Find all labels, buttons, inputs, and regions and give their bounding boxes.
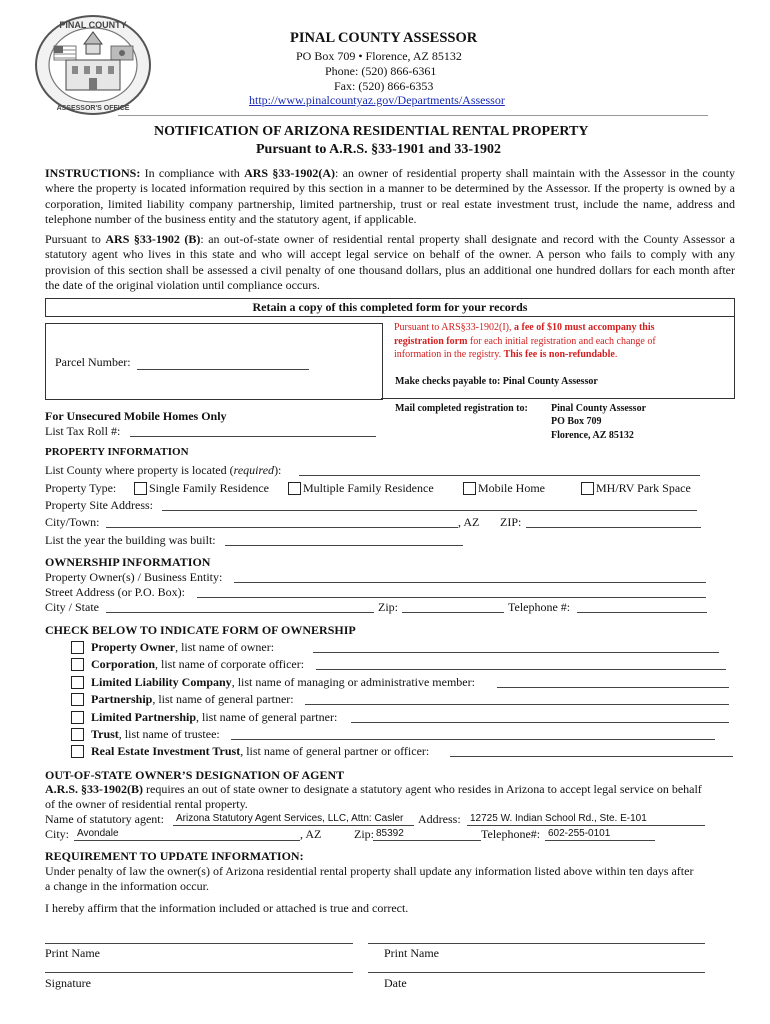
zip-field[interactable] — [526, 527, 701, 528]
print-name-1-label: Print Name — [45, 946, 100, 960]
zip-label: ZIP: — [500, 515, 522, 529]
form-title: NOTIFICATION OF ARIZONA RESIDENTIAL RENTAL PROPERTY — [154, 124, 589, 139]
property-owner-checkbox[interactable] — [71, 641, 84, 654]
rv-park-checkbox[interactable] — [581, 482, 594, 495]
owner-city-state-field[interactable] — [106, 612, 374, 613]
reit-label: Real Estate Investment Trust, list name of general partner or officer: — [91, 744, 430, 758]
trust-checkbox[interactable] — [71, 728, 84, 741]
mobile-home-label: Mobile Home — [478, 481, 545, 495]
owner-telephone-field[interactable] — [577, 612, 707, 613]
fee-notice: Pursuant to ARS§33-1902(I), a fee of $10 must accompany this registration form for each initial registration and each change of information in the registry. This fee is non-refundable. — [394, 322, 656, 360]
office-phone: Phone: (520) 866-6361 — [325, 64, 437, 78]
office-name: PINAL COUNTY ASSESSOR — [290, 30, 478, 46]
agent-city-field[interactable] — [74, 840, 300, 841]
print-name-2-field[interactable] — [368, 943, 705, 944]
mail-recipient: Pinal County Assessor — [551, 403, 647, 414]
agent-address-value[interactable]: 12725 W. Indian School Rd., Ste. E-101 — [470, 813, 647, 824]
mobile-home-checkbox[interactable] — [463, 482, 476, 495]
mail-city: Florence, AZ 85132 — [551, 430, 634, 441]
agent-telephone-label: Telephone#: — [481, 827, 541, 841]
parcel-label: Parcel Number: — [55, 355, 131, 369]
update-heading: REQUIREMENT TO UPDATE INFORMATION: — [45, 849, 304, 863]
llc-field[interactable] — [497, 687, 729, 688]
agent-zip-label: Zip: — [354, 827, 374, 841]
tax-roll-label: List Tax Roll #: — [45, 424, 121, 438]
penalty-paragraph: Pursuant to ARS §33-1902 (B): an out-of-state owner of residential rental property shall designate and record with the County Assessor a statutory agent who lives in this state and who will accept legal service on behalf of the owner. A person who fails to comply with any provision of this section shall be assessed a civil penalty of one thousand dollars, plus an additional one hundred dollars for each month after the date of the original violation until compliance occurs. — [45, 232, 735, 292]
county-seal-logo — [34, 14, 152, 116]
llc-label: Limited Liability Company, list name of managing or administrative member: — [91, 675, 475, 689]
city-town-field[interactable] — [106, 527, 458, 528]
website-link[interactable]: http://www.pinalcountyaz.gov/Departments/Assessor — [249, 93, 505, 107]
mail-label: Mail completed registration to: — [395, 403, 528, 414]
print-name-1-field[interactable] — [45, 943, 353, 944]
affirmation-text: I hereby affirm that the information included or attached is true and correct. — [45, 901, 409, 915]
form-subtitle: Pursuant to A.R.S. §33-1901 and 33-1902 — [256, 142, 502, 157]
property-info-heading: PROPERTY INFORMATION — [45, 446, 189, 458]
form-of-ownership-heading: CHECK BELOW TO INDICATE FORM OF OWNERSHIP — [45, 623, 356, 637]
agent-heading: OUT-OF-STATE OWNER’S DESIGNATION OF AGENT — [45, 768, 345, 782]
signature-label: Signature — [45, 976, 91, 990]
limited-partnership-label: Limited Partnership, list name of general partner: — [91, 710, 338, 724]
agent-zip-value[interactable]: 85392 — [376, 828, 404, 839]
county-label: List County where property is located (required): — [45, 463, 282, 477]
single-family-checkbox[interactable] — [134, 482, 147, 495]
owner-telephone-label: Telephone #: — [508, 600, 571, 614]
rv-park-label: MH/RV Park Space — [596, 481, 691, 495]
site-address-field[interactable] — [162, 510, 697, 511]
property-owner-field[interactable] — [313, 652, 719, 653]
partnership-checkbox[interactable] — [71, 693, 84, 706]
property-type-label: Property Type: — [45, 481, 117, 495]
instructions-paragraph: INSTRUCTIONS: In compliance with ARS §33-1902(A): an owner of residential property shall maintain with the Assessor in the county where the property is located information required by this section in a manner to be determined by the Assessor. If the property is owned by a corporation, limited liability company partnership, limited partnership, trust or real estate investment trust, include the name, address and telephone number of the business entity and the statutory agent, if applicable. — [45, 166, 736, 226]
limited-partnership-checkbox[interactable] — [71, 711, 84, 724]
limited-partnership-field[interactable] — [351, 722, 729, 723]
agent-name-field[interactable] — [173, 825, 414, 826]
year-built-label: List the year the building was built: — [45, 533, 216, 547]
multiple-family-checkbox[interactable] — [288, 482, 301, 495]
corporation-checkbox[interactable] — [71, 658, 84, 671]
owner-zip-field[interactable] — [402, 612, 504, 613]
date-label: Date — [384, 976, 407, 990]
ownership-info-heading: OWNERSHIP INFORMATION — [45, 555, 211, 569]
mail-po-box: PO Box 709 — [551, 416, 602, 427]
agent-telephone-field[interactable] — [545, 840, 655, 841]
agent-telephone-value[interactable]: 602-255-0101 — [548, 828, 611, 839]
corporation-label: Corporation, list name of corporate officer: — [91, 657, 305, 671]
agent-zip-field[interactable] — [373, 840, 481, 841]
agent-city-value[interactable]: Avondale — [77, 828, 119, 839]
trust-field[interactable] — [231, 739, 715, 740]
checks-payable: Make checks payable to: Pinal County Assessor — [395, 376, 598, 387]
partnership-field[interactable] — [305, 704, 729, 705]
svg-text:PINAL COUNTY: PINAL COUNTY — [59, 20, 127, 30]
office-fax: Fax: (520) 866-6353 — [334, 79, 434, 93]
partnership-label: Partnership, list name of general partner: — [91, 692, 294, 706]
reit-field[interactable] — [450, 756, 733, 757]
retain-banner: Retain a copy of this completed form for your records — [45, 298, 735, 317]
agent-city-label: City: — [45, 827, 70, 841]
owner-entity-label: Property Owner(s) / Business Entity: — [45, 570, 223, 584]
svg-text:ASSESSOR'S OFFICE: ASSESSOR'S OFFICE — [56, 105, 130, 112]
agent-state: , AZ — [300, 827, 322, 841]
reit-checkbox[interactable] — [71, 745, 84, 758]
update-body-line1: Under penalty of law the owner(s) of Arizona residential rental property shall update any information listed above within ten days after — [45, 864, 694, 878]
single-family-label: Single Family Residence — [149, 481, 269, 495]
agent-address-field[interactable] — [467, 825, 705, 826]
owner-entity-field[interactable] — [234, 582, 706, 583]
agent-requirement-line2: of the owner of residential rental property. — [45, 797, 248, 811]
update-body-line2: a change in the information occur. — [45, 879, 209, 893]
tax-roll-field[interactable] — [130, 436, 376, 437]
owner-zip-label: Zip: — [378, 600, 398, 614]
county-field[interactable] — [299, 475, 700, 476]
street-address-label: Street Address (or P.O. Box): — [45, 585, 185, 599]
office-address: PO Box 709 • Florence, AZ 85132 — [296, 49, 462, 63]
date-field[interactable] — [368, 972, 705, 973]
trust-label: Trust, list name of trustee: — [91, 727, 220, 741]
site-address-label: Property Site Address: — [45, 498, 153, 512]
agent-name-value[interactable]: Arizona Statutory Agent Services, LLC, Attn: Casler — [176, 813, 404, 824]
street-address-field[interactable] — [197, 597, 706, 598]
mobile-homes-heading: For Unsecured Mobile Homes Only — [45, 409, 227, 423]
agent-name-label: Name of statutory agent: — [45, 812, 164, 826]
print-name-2-label: Print Name — [384, 946, 439, 960]
owner-city-state-label: City / State — [45, 600, 99, 614]
agent-requirement-line1: A.R.S. §33-1902(B) requires an out of state owner to designate a statutory agent who resides in Arizona to accept legal service on behalf — [45, 782, 702, 796]
multiple-family-label: Multiple Family Residence — [303, 481, 434, 495]
year-built-field[interactable] — [225, 545, 463, 546]
city-town-label: City/Town: — [45, 515, 100, 529]
llc-checkbox[interactable] — [71, 676, 84, 689]
parcel-number-field[interactable] — [137, 369, 309, 370]
header-divider — [118, 115, 708, 116]
agent-address-label: Address: — [418, 812, 461, 826]
state-az: , AZ — [458, 515, 480, 529]
corporation-field[interactable] — [316, 669, 726, 670]
signature-field[interactable] — [45, 972, 353, 973]
property-owner-label: Property Owner, list name of owner: — [91, 640, 275, 654]
